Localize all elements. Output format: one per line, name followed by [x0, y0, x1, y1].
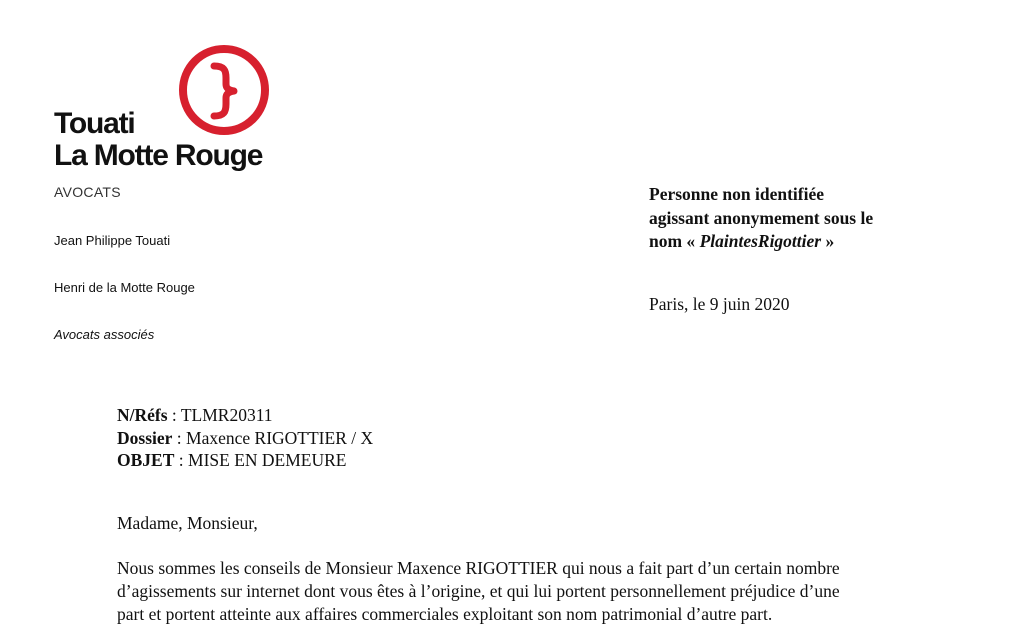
partner-name: Henri de la Motte Rouge [54, 280, 195, 295]
body-line: d’agissements sur internet dont vous êtes à l’origine, et qui lui portent personnellement préjudice d’une [117, 581, 840, 601]
dossier-value: : Maxence RIGOTTIER / X [172, 427, 374, 448]
references-block [117, 404, 373, 472]
recipient-suffix: » [821, 231, 835, 251]
body-line: Nous sommes les conseils de Monsieur Maxence RIGOTTIER qui nous a fait part d’un certain nombre [117, 558, 840, 578]
salutation: Madame, Monsieur, [117, 513, 258, 533]
recipient-block [649, 183, 873, 254]
subject-line [117, 449, 373, 472]
reference-label: N/Réfs [117, 405, 168, 425]
recipient-line: agissant anonymement sous le [649, 207, 874, 228]
firm-name-line-2: La Motte Rouge [54, 139, 263, 172]
recipient-line: Personne non identifiée [649, 184, 824, 204]
reference-value: : TLMR20311 [167, 405, 273, 425]
firm-subtitle: AVOCATS [54, 184, 121, 200]
place-date: Paris, le 9 juin 2020 [649, 294, 790, 314]
reference-line [117, 404, 373, 427]
subject-value: : MISE EN DEMEURE [174, 450, 347, 470]
body-paragraph [117, 557, 917, 626]
dossier-label: Dossier [117, 427, 173, 448]
brace-logo-icon [178, 44, 270, 136]
firm-name-line-1: Touati [54, 107, 135, 140]
body-line: part et portent atteinte aux affaires commerciales exploitant son nom patrimonial d’autre part. [117, 604, 773, 624]
subject-label: OBJET [117, 450, 175, 470]
recipient-prefix: nom « [649, 231, 700, 251]
recipient-pseudonym: PlaintesRigottier [699, 231, 822, 251]
recipient-line [649, 230, 873, 254]
dossier-line [117, 427, 373, 450]
partner-name: Jean Philippe Touati [54, 233, 171, 248]
associates-label: Avocats associés [54, 327, 155, 342]
